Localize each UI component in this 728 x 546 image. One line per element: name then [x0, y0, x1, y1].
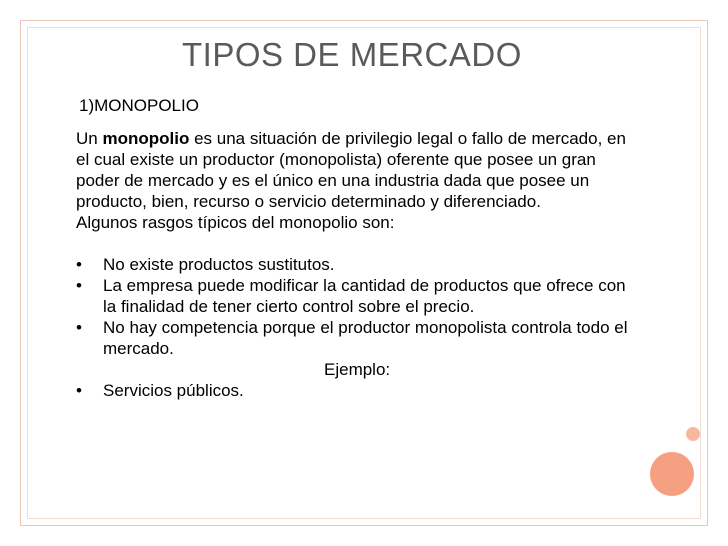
bullet-icon: •	[76, 276, 82, 295]
intro-rest: es una situación de privilegio legal o fallo de mercado, en el cual existe un productor (monopolista) oferente que posee un gran poder de mercado y es el único en una industria dada que posee un producto, bien, recurso o servicio determinado y diferenciado.	[76, 129, 626, 211]
decorative-large-circle	[650, 452, 694, 496]
bullet-icon: •	[76, 381, 82, 400]
slide-title: TIPOS DE MERCADO	[182, 36, 522, 73]
list-item	[76, 254, 636, 275]
list-item-text: No existe productos sustitutos.	[103, 255, 335, 274]
list-item	[76, 317, 636, 359]
list-item-text: No hay competencia porque el productor monopolista controla todo el mercado.	[103, 318, 628, 358]
section-heading: 1)MONOPOLIO	[79, 96, 199, 115]
list-item-text: La empresa puede modificar la cantidad de productos que ofrece con la finalidad de tener cierto control sobre el precio.	[103, 276, 626, 316]
example-label: Ejemplo:	[324, 360, 391, 379]
bullet-icon: •	[76, 255, 82, 274]
list-item	[76, 275, 636, 317]
intro-paragraph	[76, 128, 636, 212]
intro-prefix: Un	[76, 129, 103, 148]
spacer	[76, 233, 636, 254]
bullet-icon: •	[76, 318, 82, 337]
list-item	[76, 380, 636, 401]
traits-list	[76, 254, 636, 359]
examples-list	[76, 380, 636, 401]
list-item-text: Servicios públicos.	[103, 381, 244, 400]
slide-body	[76, 128, 636, 401]
decorative-small-circle	[686, 427, 700, 441]
traits-heading: Algunos rasgos típicos del monopolio son:	[76, 213, 395, 232]
intro-bold-term: monopolio	[102, 129, 190, 148]
